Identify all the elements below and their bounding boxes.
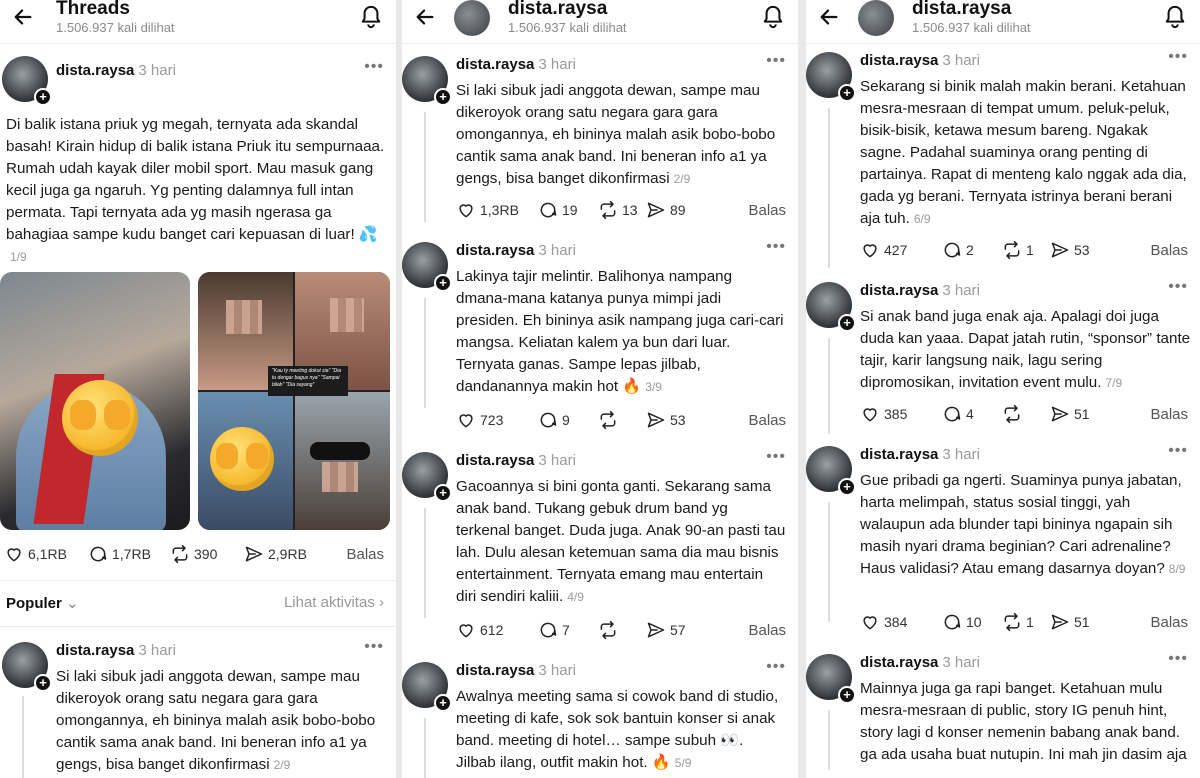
share-button[interactable] (244, 544, 307, 564)
repost-icon (598, 620, 618, 640)
follow-plus-icon[interactable]: + (838, 478, 856, 496)
thread-panel-1 (0, 0, 396, 778)
post-text (6, 114, 386, 268)
share-count: 51 (1074, 406, 1090, 422)
share-button[interactable] (1050, 404, 1090, 424)
more-options-icon[interactable]: ••• (766, 658, 786, 675)
repost-button[interactable] (170, 544, 217, 564)
sunglasses (310, 442, 370, 460)
post-body-text: Sekarang si binik malah makin berani. Ketahuan mesra-mesraan di tempat umum. peluk-peluk, bisik-bisik, ketawa mesum bareng. Ngakak sagne. Padahal suaminya orang penting di partainya. Rapat di menteng kalo nggak ada dia, gada yg berani. Ternyata istrinya berani berani aja tuh. (860, 78, 1187, 227)
reply-link[interactable]: Balas (346, 546, 384, 563)
post-time: 3 hari (538, 56, 576, 73)
page-indicator: 1/9 (10, 250, 27, 264)
reply-count: 2 (966, 242, 974, 258)
post-body-text: Mainnya juga ga rapi banget. Ketahuan mulu mesra-mesraan di public, story IG penuh hint, story lagi d konser nemenin babang anak band. ga ada usaha buat nutupin. Ini mah jin dasim aja (860, 680, 1187, 763)
comment-icon (538, 410, 558, 430)
header (806, 0, 1200, 44)
post-header (860, 654, 980, 671)
post-time: 3 hari (138, 62, 176, 79)
back-arrow-icon[interactable] (12, 6, 34, 28)
post-time: 3 hari (538, 452, 576, 469)
thread-panel-3 (806, 0, 1200, 778)
repost-count: 1 (1026, 614, 1034, 630)
reply-link[interactable]: Balas (1150, 242, 1188, 259)
share-count: 57 (670, 622, 686, 638)
post-header (860, 446, 980, 463)
post-time: 3 hari (942, 654, 980, 671)
covering-eyes-emoji-icon (62, 380, 138, 456)
share-count: 89 (670, 202, 686, 218)
post-header (456, 56, 576, 73)
comment-icon (942, 240, 962, 260)
avatar[interactable] (806, 282, 852, 328)
post-text (456, 266, 786, 398)
image-gallery (0, 272, 396, 530)
follow-plus-icon[interactable]: + (34, 88, 52, 106)
heart-icon (456, 620, 476, 640)
post-text (860, 470, 1194, 580)
post-time: 3 hari (138, 642, 176, 659)
post-text (56, 666, 382, 776)
chevron-down-icon: ⌄ (66, 595, 79, 612)
post-header (860, 282, 980, 299)
bell-icon[interactable] (360, 4, 382, 30)
thread-line (22, 696, 24, 778)
view-activity-link[interactable]: Lihat aktivitas › (283, 594, 384, 611)
post-time: 3 hari (942, 446, 980, 463)
reply-count: 10 (966, 614, 982, 630)
send-icon (1050, 612, 1070, 632)
page-indicator: 8/9 (1168, 562, 1186, 576)
post-image-2[interactable] (198, 272, 390, 530)
reply-link[interactable]: Balas (748, 412, 786, 429)
comment-icon (942, 404, 962, 424)
share-count: 51 (1074, 614, 1090, 630)
post-body-text: Lakinya tajir melintir. Balihonya nampang dmana-mana katanya punya mimpi jadi presiden. Eh bininya asik nampang juga cari-cari mangsa. Keliatan kalem ya bun dari luar. Ternyata ganas. Sampe lepas jilbab, dandanannya makin hot 🔥 (456, 268, 784, 395)
post-actions (806, 404, 1200, 428)
page-title: dista.raysa (912, 0, 1012, 19)
post-body-text: Gue pribadi ga ngerti. Suaminya punya jabatan, harta melimpah, status sosial tinggi, yah walaupun ada blunder tapi bininya ngapain sih masih nyari drama beginian? Cari adrenaline? Haus validasi? Atau emang dasarnya doyan? (860, 472, 1182, 577)
like-count: 385 (884, 406, 908, 422)
post-text (860, 678, 1194, 766)
page-indicator: 2/9 (273, 758, 291, 772)
username[interactable]: dista.raysa (860, 282, 939, 299)
follow-plus-icon[interactable]: + (434, 274, 452, 292)
divider (0, 626, 396, 627)
page-indicator: 2/9 (673, 172, 691, 186)
post-header (456, 452, 576, 469)
bell-icon[interactable] (762, 4, 784, 30)
repost-button[interactable] (598, 620, 622, 640)
post-text (860, 306, 1194, 394)
page-indicator: 4/9 (567, 590, 584, 604)
post-header (860, 52, 980, 69)
heart-icon (456, 200, 476, 220)
header (402, 0, 798, 44)
page-title: dista.raysa (508, 0, 608, 19)
username[interactable]: dista.raysa (456, 242, 535, 259)
reply-button[interactable] (538, 410, 570, 430)
reply-count: 1,7RB (112, 546, 151, 562)
sort-dropdown[interactable] (6, 594, 79, 612)
username[interactable]: dista.raysa (456, 56, 535, 73)
collage-tile-4 (295, 392, 390, 530)
like-count: 723 (480, 412, 504, 428)
post-actions (402, 200, 798, 224)
username[interactable]: dista.raysa (56, 62, 135, 79)
heart-icon (4, 544, 24, 564)
comment-icon (942, 612, 962, 632)
comment-icon (538, 620, 558, 640)
post-body-text: Awalnya meeting sama si cowok band di studio, meeting di kafe, sok sok bantuin konser si anak band. meeting di hotel… sampe subuh 👀. Jilbab ilang, outfit makin hot. 🔥 (456, 688, 779, 771)
follow-plus-icon[interactable]: + (434, 88, 452, 106)
covering-eyes-emoji-icon (210, 427, 274, 491)
like-count: 6,1RB (28, 546, 67, 562)
header-avatar[interactable] (858, 0, 894, 36)
repost-count: 13 (622, 202, 638, 218)
more-options-icon[interactable]: ••• (1168, 48, 1188, 65)
thread-panel-2 (402, 0, 798, 778)
back-arrow-icon[interactable] (414, 6, 436, 28)
view-count: 1.506.937 kali dilihat (912, 20, 1031, 35)
comment-icon (88, 544, 108, 564)
send-icon (646, 410, 666, 430)
like-count: 612 (480, 622, 504, 638)
reply-button[interactable] (942, 240, 974, 260)
thread-line (424, 298, 426, 408)
post-header (456, 662, 576, 679)
post-header (56, 642, 176, 659)
avatar[interactable] (2, 642, 48, 688)
avatar[interactable] (402, 662, 448, 708)
like-button[interactable] (4, 544, 67, 564)
username[interactable]: dista.raysa (56, 642, 135, 659)
follow-plus-icon[interactable]: + (838, 84, 856, 102)
more-options-icon[interactable]: ••• (1168, 442, 1188, 459)
like-count: 384 (884, 614, 908, 630)
pixelated-face (322, 462, 358, 492)
post-header (56, 62, 176, 79)
reply-count: 9 (562, 412, 570, 428)
avatar[interactable] (402, 452, 448, 498)
more-options-icon[interactable]: ••• (1168, 650, 1188, 667)
heart-icon (860, 612, 880, 632)
reply-link[interactable]: Balas (1150, 614, 1188, 631)
post-actions (806, 240, 1200, 264)
follow-plus-icon[interactable]: + (34, 674, 52, 692)
more-options-icon[interactable]: ••• (364, 638, 384, 655)
post-time: 3 hari (538, 242, 576, 259)
repost-button[interactable] (1002, 404, 1026, 424)
reply-count: 4 (966, 406, 974, 422)
reply-button[interactable] (538, 200, 578, 220)
page-indicator: 5/9 (674, 756, 692, 770)
reply-button[interactable] (538, 620, 570, 640)
username[interactable]: dista.raysa (456, 452, 535, 469)
post-actions (402, 410, 798, 434)
reply-link[interactable]: Balas (748, 622, 786, 639)
heart-icon (860, 240, 880, 260)
divider (0, 580, 396, 581)
like-count: 427 (884, 242, 908, 258)
post-body-text: Si laki sibuk jadi anggota dewan, sampe mau dikeroyok orang satu negara gara gara omongannya, eh bininya malah asik bobo-bobo cantik sama anak band. Ini beneran info a1 ya gengs, bisa banget dikonfirmasi (56, 668, 376, 773)
post-actions (402, 620, 798, 644)
repost-icon (170, 544, 190, 564)
username[interactable]: dista.raysa (456, 662, 535, 679)
avatar[interactable] (806, 446, 852, 492)
avatar[interactable] (402, 56, 448, 102)
follow-plus-icon[interactable]: + (434, 484, 452, 502)
share-count: 53 (1074, 242, 1090, 258)
repost-button[interactable] (1002, 612, 1034, 632)
send-icon (646, 620, 666, 640)
post-text (456, 476, 786, 608)
header (0, 0, 396, 44)
username[interactable]: dista.raysa (860, 52, 939, 69)
more-options-icon[interactable]: ••• (766, 52, 786, 69)
more-options-icon[interactable]: ••• (1168, 278, 1188, 295)
like-button[interactable] (860, 404, 907, 424)
view-count: 1.506.937 kali dilihat (508, 20, 627, 35)
post-actions (0, 544, 396, 568)
post-time: 3 hari (538, 662, 576, 679)
like-button[interactable] (456, 200, 519, 220)
send-icon (1050, 240, 1070, 260)
heart-icon (456, 410, 476, 430)
post-actions (806, 612, 1200, 636)
post-text (456, 80, 786, 190)
repost-count: 390 (194, 546, 218, 562)
post-text (456, 686, 786, 774)
repost-button[interactable] (598, 200, 638, 220)
share-button[interactable] (646, 200, 686, 220)
follow-plus-icon[interactable]: + (838, 686, 856, 704)
like-button[interactable] (456, 410, 503, 430)
like-button[interactable] (456, 620, 503, 640)
more-options-icon[interactable]: ••• (766, 238, 786, 255)
username[interactable]: dista.raysa (860, 446, 939, 463)
avatar[interactable] (402, 242, 448, 288)
sort-label: Populer (6, 595, 62, 612)
share-button[interactable] (1050, 612, 1090, 632)
like-button[interactable] (860, 612, 907, 632)
share-button[interactable] (646, 620, 686, 640)
repost-button[interactable] (1002, 240, 1034, 260)
page-indicator: 6/9 (913, 212, 931, 226)
reply-button[interactable] (942, 612, 982, 632)
reply-button[interactable] (942, 404, 974, 424)
avatar[interactable] (806, 52, 852, 98)
heart-icon (860, 404, 880, 424)
bell-icon[interactable] (1164, 4, 1186, 30)
header-avatar[interactable] (454, 0, 490, 36)
view-count: 1.506.937 kali dilihat (56, 20, 175, 35)
avatar[interactable] (806, 654, 852, 700)
like-count: 1,3RB (480, 202, 519, 218)
share-button[interactable] (1050, 240, 1090, 260)
more-options-icon[interactable]: ••• (766, 448, 786, 465)
repost-button[interactable] (598, 410, 622, 430)
repost-icon (1002, 612, 1022, 632)
thread-line (828, 710, 830, 770)
repost-icon (1002, 404, 1022, 424)
avatar[interactable] (2, 56, 48, 102)
comment-icon (538, 200, 558, 220)
pixelated-face (330, 298, 364, 332)
post-body-text: Di balik istana priuk yg megah, ternyata ada skandal basah! Kirain hidup di balik istana Priuk itu sempurnaaa. Rumah udah kayak diler mobil sport. Mau masuk gang kecil juga ga ngaruh. Yg penting dalamnya full intan permata. Tapi ternyata ada yg masih ngerasa ga bahagiaa sampe kudu banget cari kepuasan di luar! 💦 (6, 116, 385, 243)
post-text (860, 76, 1194, 230)
post-body-text: Gacoannya si bini gonta ganti. Sekarang sama anak band. Tukang gebuk drum band yg terkenal banget. Duda juga. Anak 90-an pasti tau lah. Dulu alesan ketemuan sama dia mau bisnis entertainment. Ternyata emang mau entertain diri sendiri kaliii. (456, 478, 786, 605)
thread-line (424, 718, 426, 778)
back-arrow-icon[interactable] (818, 6, 840, 28)
reply-button[interactable] (88, 544, 151, 564)
reply-count: 7 (562, 622, 570, 638)
post-time: 3 hari (942, 282, 980, 299)
reply-count: 19 (562, 202, 578, 218)
repost-icon (598, 410, 618, 430)
reply-link[interactable]: Balas (748, 202, 786, 219)
thread-line (828, 502, 830, 622)
follow-plus-icon[interactable]: + (434, 694, 452, 712)
send-icon (1050, 404, 1070, 424)
pixelated-face (226, 300, 262, 334)
follow-plus-icon[interactable]: + (838, 314, 856, 332)
page-indicator: 3/9 (645, 380, 662, 394)
view-activity-label: Lihat aktivitas (283, 594, 375, 611)
share-count: 53 (670, 412, 686, 428)
post-time: 3 hari (942, 52, 980, 69)
share-count: 2,9RB (268, 546, 307, 562)
send-icon (646, 200, 666, 220)
post-header (456, 242, 576, 259)
share-button[interactable] (646, 410, 686, 430)
repost-count: 1 (1026, 242, 1034, 258)
post-image-1[interactable] (0, 272, 190, 530)
post-body-text: Si anak band juga enak aja. Apalagi doi juga duda kan yaaa. Dapat jatah rutin, “sponsor” tante tajir, karir langsung naik, lagu sering dipromosikan, invitation event mulu. (860, 308, 1191, 391)
send-icon (244, 544, 264, 564)
post-body-text: Si laki sibuk jadi anggota dewan, sampe mau dikeroyok orang satu negara gara gara omongannya, eh bininya malah asik bobo-bobo cantik sama anak band. Ini beneran info a1 ya gengs, bisa banget dikonfirmasi (456, 82, 776, 187)
caption-overlay: "Kau ty meeting dokut sia" "Dia tu dengar bagus nya" "Sampai bilah" "Dia sayang" (268, 366, 348, 396)
repost-icon (598, 200, 618, 220)
like-button[interactable] (860, 240, 907, 260)
thread-line (424, 508, 426, 618)
repost-icon (1002, 240, 1022, 260)
page-indicator: 7/9 (1105, 376, 1123, 390)
more-options-icon[interactable]: ••• (364, 58, 384, 75)
username[interactable]: dista.raysa (860, 654, 939, 671)
page-title: Threads (56, 0, 130, 19)
reply-link[interactable]: Balas (1150, 406, 1188, 423)
